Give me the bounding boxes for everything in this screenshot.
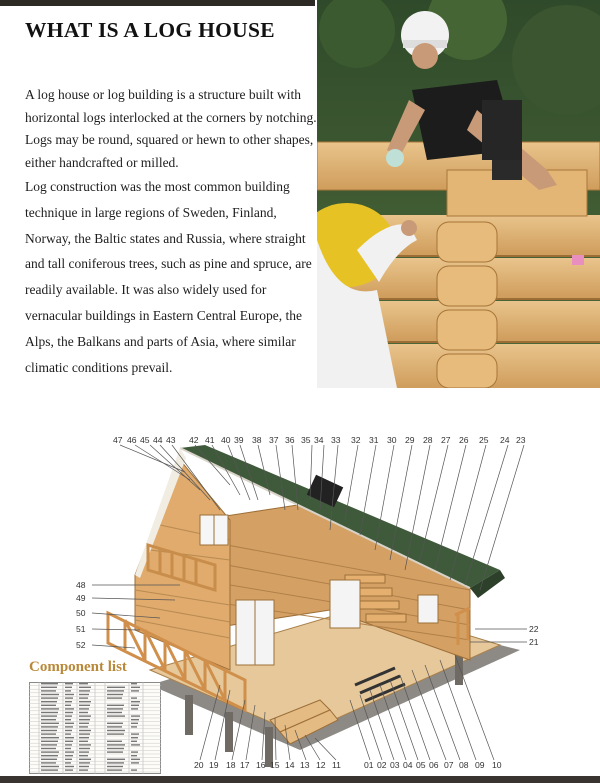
label-35: 35 — [301, 435, 311, 445]
label-18: 18 — [226, 760, 236, 770]
label-10: 10 — [492, 760, 502, 770]
label-36: 36 — [285, 435, 295, 445]
label-38: 38 — [252, 435, 262, 445]
paragraph-definition: A log house or log building is a structure built with horizontal logs interlocked at the corners by notching. Logs may be round, squared or hewn to other shapes, either handcrafted or milled. — [25, 87, 317, 170]
bottom-rule — [0, 776, 600, 783]
label-04: 04 — [403, 760, 413, 770]
label-32: 32 — [351, 435, 361, 445]
label-51: 51 — [76, 624, 86, 634]
label-16: 16 — [256, 760, 266, 770]
label-17: 17 — [240, 760, 250, 770]
component-list-table — [29, 682, 161, 774]
label-23: 23 — [516, 435, 526, 445]
top-rule — [0, 0, 315, 6]
label-46: 46 — [127, 435, 137, 445]
label-40: 40 — [221, 435, 231, 445]
page-title: WHAT IS A LOG HOUSE — [25, 18, 275, 42]
label-37: 37 — [269, 435, 279, 445]
label-05: 05 — [416, 760, 426, 770]
label-22: 22 — [529, 624, 539, 634]
label-14: 14 — [285, 760, 295, 770]
label-07: 07 — [444, 760, 454, 770]
label-11: 11 — [332, 760, 341, 770]
label-02: 02 — [377, 760, 387, 770]
label-13: 13 — [300, 760, 310, 770]
label-39: 39 — [234, 435, 244, 445]
label-21: 21 — [529, 637, 539, 647]
label-20: 20 — [194, 760, 204, 770]
label-28: 28 — [423, 435, 433, 445]
label-31: 31 — [369, 435, 379, 445]
label-45: 45 — [140, 435, 150, 445]
paragraph-history: Log construction was the most common building technique in large regions of Sweden, Finland, Norway, the Baltic states and Russia, where straight and tall coniferous trees, such as pine and spruce, are readily available. It was also widely used for vernacular buildings in Eastern Central Europe, the Alps, the Balkans and parts of Asia, where similar climatic conditions prevail. — [25, 179, 312, 375]
label-09: 09 — [475, 760, 485, 770]
label-24: 24 — [500, 435, 510, 445]
label-06: 06 — [429, 760, 439, 770]
label-41: 41 — [205, 435, 215, 445]
label-26: 26 — [459, 435, 469, 445]
label-43: 43 — [166, 435, 176, 445]
article-body — [25, 84, 317, 380]
label-48: 48 — [76, 580, 86, 590]
label-08: 08 — [459, 760, 469, 770]
label-30: 30 — [387, 435, 397, 445]
label-34: 34 — [314, 435, 324, 445]
label-29: 29 — [405, 435, 415, 445]
label-27: 27 — [441, 435, 451, 445]
construction-photo — [317, 0, 600, 388]
label-19: 19 — [209, 760, 219, 770]
component-list-title: Component list — [29, 659, 127, 675]
house-illustration — [108, 445, 520, 767]
label-50: 50 — [76, 608, 86, 618]
label-25: 25 — [479, 435, 489, 445]
label-44: 44 — [153, 435, 163, 445]
label-15: 15 — [270, 760, 280, 770]
label-47: 47 — [113, 435, 123, 445]
label-12: 12 — [316, 760, 326, 770]
label-01: 01 — [364, 760, 374, 770]
label-42: 42 — [189, 435, 199, 445]
label-03: 03 — [390, 760, 400, 770]
label-49: 49 — [76, 593, 86, 603]
label-52: 52 — [76, 640, 86, 650]
label-33: 33 — [331, 435, 341, 445]
